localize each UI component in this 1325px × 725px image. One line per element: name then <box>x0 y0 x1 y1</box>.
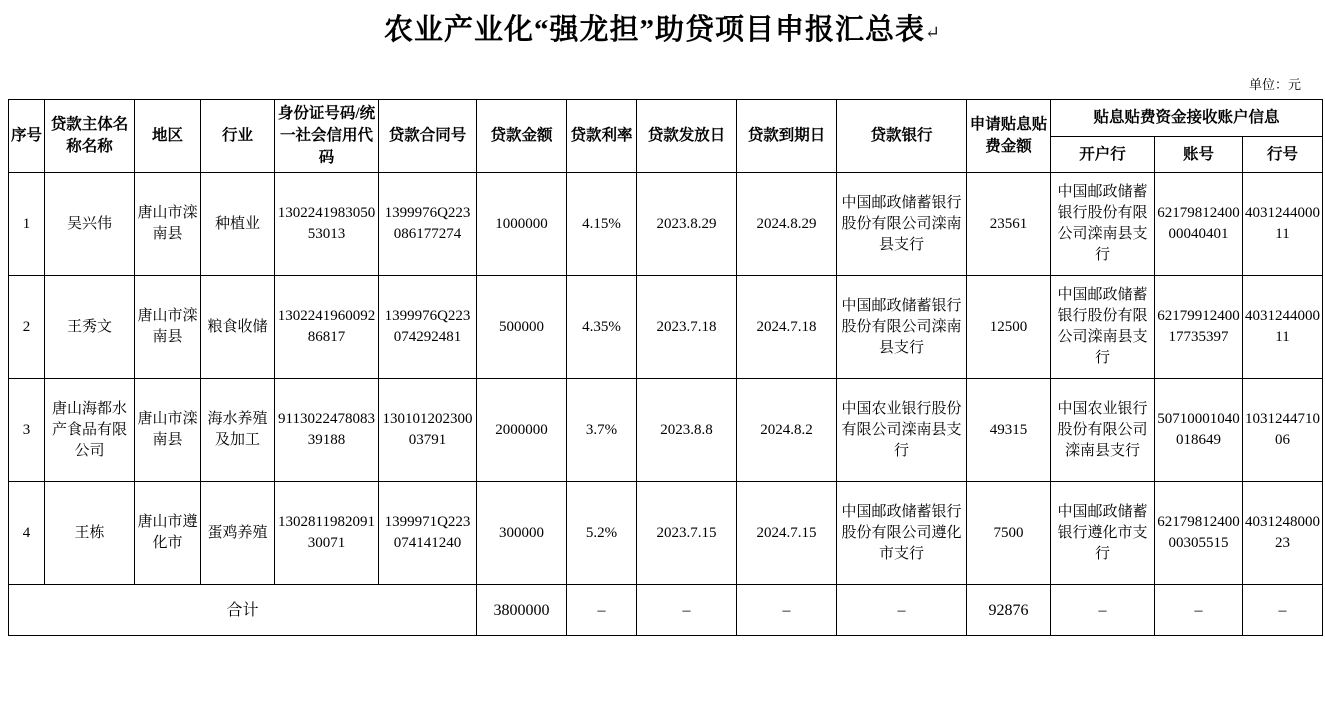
cell-name: 吴兴伟 <box>45 173 135 276</box>
col-header-account-no: 账号 <box>1155 136 1243 173</box>
col-header-idcode: 身份证号码/统一社会信用代码 <box>275 100 379 173</box>
cell-contract: 13010120230003791 <box>379 379 477 482</box>
cell-open-bank: 中国农业银行股份有限公司滦南县支行 <box>1051 379 1155 482</box>
table-total-row <box>9 585 1323 636</box>
total-amount: 3800000 <box>477 585 567 636</box>
cell-rate: 3.7% <box>567 379 637 482</box>
cell-subsidy: 12500 <box>967 276 1051 379</box>
cell-account-no: 6217981240000040401 <box>1155 173 1243 276</box>
cell-amount: 2000000 <box>477 379 567 482</box>
col-header-amount: 贷款金额 <box>477 100 567 173</box>
col-header-issue-date: 贷款发放日 <box>637 100 737 173</box>
cell-open-bank: 中国邮政储蓄银行遵化市支行 <box>1051 482 1155 585</box>
cell-account-no: 6217981240000305515 <box>1155 482 1243 585</box>
cell-industry: 海水养殖及加工 <box>201 379 275 482</box>
table-header <box>9 100 1323 173</box>
cell-issue-date: 2023.7.18 <box>637 276 737 379</box>
cell-open-bank: 中国邮政储蓄银行股份有限公司滦南县支行 <box>1051 276 1155 379</box>
total-label: 合计 <box>9 585 477 636</box>
cell-industry: 粮食收储 <box>201 276 275 379</box>
cell-due-date: 2024.8.2 <box>737 379 837 482</box>
summary-table <box>8 99 1323 636</box>
unit-note: 单位：元 <box>1248 77 1301 93</box>
cell-region: 唐山市遵化市 <box>135 482 201 585</box>
cell-idcode: 911302247808339188 <box>275 379 379 482</box>
cell-seq: 4 <box>9 482 45 585</box>
col-header-open-bank: 开户行 <box>1051 136 1155 173</box>
table-body <box>9 173 1323 636</box>
cell-name: 王栋 <box>45 482 135 585</box>
cell-issue-date: 2023.8.8 <box>637 379 737 482</box>
cell-idcode: 130224198305053013 <box>275 173 379 276</box>
cell-rate: 4.15% <box>567 173 637 276</box>
col-header-bank: 贷款银行 <box>837 100 967 173</box>
total-rate: – <box>567 585 637 636</box>
cell-name: 王秀文 <box>45 276 135 379</box>
cell-name: 唐山海都水产食品有限公司 <box>45 379 135 482</box>
cell-industry: 蛋鸡养殖 <box>201 482 275 585</box>
cell-bank: 中国邮政储蓄银行股份有限公司遵化市支行 <box>837 482 967 585</box>
cell-region: 唐山市滦南县 <box>135 379 201 482</box>
total-line-no: – <box>1243 585 1323 636</box>
total-due-date: – <box>737 585 837 636</box>
cell-bank: 中国农业银行股份有限公司滦南县支行 <box>837 379 967 482</box>
cell-line-no: 403124400011 <box>1243 173 1323 276</box>
col-header-rate: 贷款利率 <box>567 100 637 173</box>
total-bank: – <box>837 585 967 636</box>
table-row <box>9 173 1323 276</box>
total-account-no: – <box>1155 585 1243 636</box>
cell-issue-date: 2023.7.15 <box>637 482 737 585</box>
cell-rate: 4.35% <box>567 276 637 379</box>
cell-line-no: 403124400011 <box>1243 276 1323 379</box>
cell-rate: 5.2% <box>567 482 637 585</box>
cell-amount: 1000000 <box>477 173 567 276</box>
cell-seq: 2 <box>9 276 45 379</box>
col-header-subsidy: 申请贴息贴费金额 <box>967 100 1051 173</box>
cell-account-no: 50710001040018649 <box>1155 379 1243 482</box>
total-subsidy: 92876 <box>967 585 1051 636</box>
cell-contract: 1399976Q223074292481 <box>379 276 477 379</box>
header-row-1 <box>9 100 1323 137</box>
col-header-seq: 序号 <box>9 100 45 173</box>
cell-contract: 1399976Q223086177274 <box>379 173 477 276</box>
document-page <box>0 8 1325 725</box>
cell-region: 唐山市滦南县 <box>135 173 201 276</box>
cell-amount: 500000 <box>477 276 567 379</box>
total-issue-date: – <box>637 585 737 636</box>
table-row <box>9 276 1323 379</box>
cell-subsidy: 7500 <box>967 482 1051 585</box>
cell-issue-date: 2023.8.29 <box>637 173 737 276</box>
cell-due-date: 2024.7.15 <box>737 482 837 585</box>
cell-idcode: 130224196009286817 <box>275 276 379 379</box>
cell-subsidy: 49315 <box>967 379 1051 482</box>
col-header-due-date: 贷款到期日 <box>737 100 837 173</box>
cell-account-no: 6217991240017735397 <box>1155 276 1243 379</box>
paragraph-mark: ↵ <box>924 22 942 43</box>
col-header-contract: 贷款合同号 <box>379 100 477 173</box>
cell-contract: 1399971Q223074141240 <box>379 482 477 585</box>
cell-amount: 300000 <box>477 482 567 585</box>
col-header-region: 地区 <box>135 100 201 173</box>
col-header-industry: 行业 <box>201 100 275 173</box>
col-header-line-no: 行号 <box>1243 136 1323 173</box>
total-open-bank: – <box>1051 585 1155 636</box>
page-title <box>8 8 1317 54</box>
col-header-name: 贷款主体名称名称 <box>45 100 135 173</box>
cell-industry: 种植业 <box>201 173 275 276</box>
cell-subsidy: 23561 <box>967 173 1051 276</box>
cell-region: 唐山市滦南县 <box>135 276 201 379</box>
cell-seq: 1 <box>9 173 45 276</box>
cell-due-date: 2024.7.18 <box>737 276 837 379</box>
cell-due-date: 2024.8.29 <box>737 173 837 276</box>
cell-seq: 3 <box>9 379 45 482</box>
cell-open-bank: 中国邮政储蓄银行股份有限公司滦南县支行 <box>1051 173 1155 276</box>
cell-line-no: 103124471006 <box>1243 379 1323 482</box>
table-row <box>9 379 1323 482</box>
cell-line-no: 403124800023 <box>1243 482 1323 585</box>
col-header-account-group: 贴息贴费资金接收账户信息 <box>1051 100 1323 137</box>
cell-bank: 中国邮政储蓄银行股份有限公司滦南县支行 <box>837 276 967 379</box>
page-title-text: 农业产业化“强龙担”助贷项目申报汇总表 <box>383 14 925 46</box>
cell-idcode: 130281198209130071 <box>275 482 379 585</box>
table-row <box>9 482 1323 585</box>
cell-bank: 中国邮政储蓄银行股份有限公司滦南县支行 <box>837 173 967 276</box>
